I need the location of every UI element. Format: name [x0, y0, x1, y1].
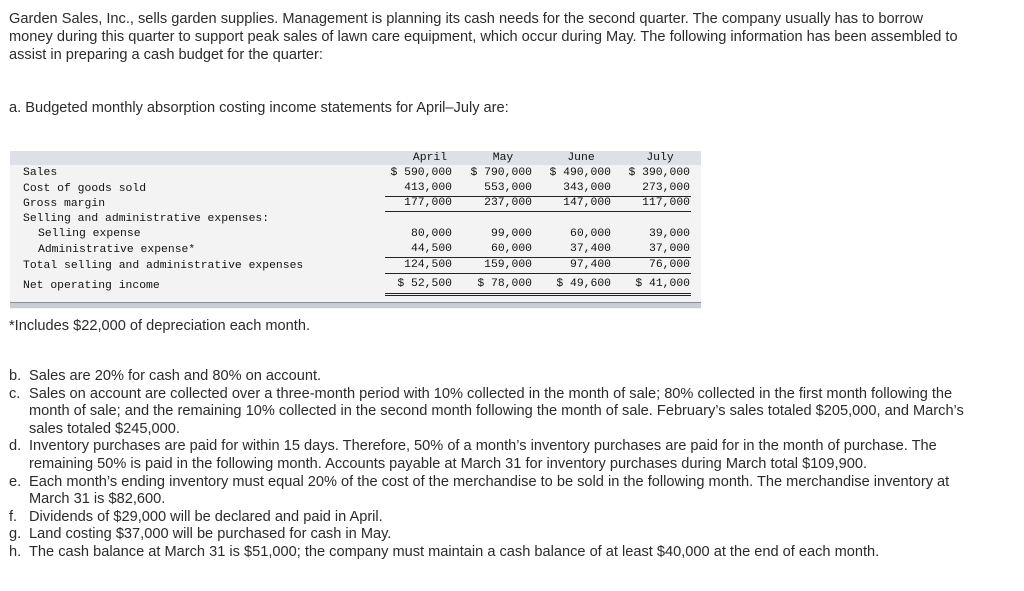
rule-below-gross-margin [385, 211, 691, 212]
col-head-april: April [412, 152, 448, 164]
income-statement-table [10, 151, 701, 309]
list-item-e [9, 474, 989, 509]
cell-total-sa-april: 124,500 [404, 259, 452, 271]
list-item-c [9, 386, 989, 439]
cell-noi-april: $ 52,500 [397, 278, 452, 290]
rule-above-total-sa [385, 257, 691, 258]
problem-intro: Garden Sales, Inc., sells garden supplies. Management is planning its cash needs for the second quarter. The company usually has to borrow money during this quarter to support peak sales of lawn care equipment, which occur during May. The following information has been assembled to assist in preparing a cash budget for the quarter: [9, 11, 958, 63]
cell-cogs-june: 343,000 [563, 182, 611, 194]
part-a-label: a. Budgeted monthly absorption costing income statements for April–July are: [9, 100, 509, 116]
row-label-gross-margin: Gross margin [23, 198, 106, 210]
cell-sales-july: $ 390,000 [628, 167, 690, 179]
cell-cogs-may: 553,000 [484, 182, 532, 194]
cell-cogs-april: 413,000 [404, 182, 452, 194]
col-head-june: June [567, 152, 595, 164]
cell-total-sa-june: 97,400 [569, 259, 611, 271]
cell-cogs-july: 273,000 [642, 182, 690, 194]
list-text: Each month’s ending inventory must equal 20% of the cost of the merchandise to be sold in the following month. The merchandise inventory at March 31 is $82,600. [29, 473, 950, 508]
cell-gm-may: 237,000 [484, 197, 532, 209]
cell-noi-july: $ 41,000 [635, 278, 690, 290]
row-label-admin-expense: Administrative expense* [38, 244, 196, 256]
cell-sales-june: $ 490,000 [549, 167, 611, 179]
row-label-selling-expense: Selling expense [38, 228, 141, 240]
list-marker: e. [9, 473, 22, 490]
cell-admin-april: 44,500 [410, 243, 452, 255]
list-marker: b. [9, 368, 22, 384]
list-text: The cash balance at March 31 is $51,000; the company must maintain a cash balance of at least $40,000 at the end of each month. [29, 543, 880, 560]
list-item-h [9, 544, 989, 562]
cell-selling-april: 80,000 [410, 228, 452, 240]
cell-admin-may: 60,000 [490, 243, 532, 255]
row-label-sales: Sales [23, 167, 58, 179]
cell-selling-june: 60,000 [569, 228, 611, 240]
double-rule-top [385, 293, 691, 294]
list-text: Dividends of $29,000 will be declared and paid in April. [29, 508, 383, 525]
list-marker: c. [9, 385, 21, 402]
cell-selling-july: 39,000 [648, 228, 690, 240]
row-label-total-sa: Total selling and administrative expenses [23, 260, 304, 272]
cell-selling-may: 99,000 [490, 228, 532, 240]
list-item-f [9, 509, 989, 527]
row-label-sa-expenses: Selling and administrative expenses: [23, 213, 270, 225]
cell-admin-july: 37,000 [648, 243, 690, 255]
list-item-b [9, 368, 989, 386]
depreciation-footnote: *Includes $22,000 of depreciation each month. [9, 318, 311, 334]
row-label-cogs: Cost of goods sold [23, 183, 147, 195]
cell-total-sa-july: 76,000 [648, 259, 690, 271]
list-text: Land costing $37,000 will be purchased for cash in May. [29, 526, 392, 543]
list-marker: g. [9, 526, 22, 543]
col-head-may: May [492, 152, 514, 164]
list-text: Sales are 20% for cash and 80% on account. [29, 368, 322, 384]
cell-noi-june: $ 49,600 [556, 278, 611, 290]
list-item-g [9, 526, 989, 544]
row-label-noi: Net operating income [23, 280, 160, 292]
table-bottom-band [10, 302, 701, 308]
assumptions-list [9, 368, 989, 562]
cell-gm-april: 177,000 [404, 197, 452, 209]
cell-total-sa-may: 159,000 [484, 259, 532, 271]
cell-sales-april: $ 590,000 [390, 167, 452, 179]
cell-gm-july: 117,000 [642, 197, 690, 209]
double-rule-bottom [385, 295, 691, 296]
list-marker: h. [9, 543, 22, 560]
cell-admin-june: 37,400 [569, 243, 611, 255]
list-marker: d. [9, 438, 22, 455]
col-head-july: July [646, 152, 674, 164]
cell-noi-may: $ 78,000 [477, 278, 532, 290]
list-item-d [9, 438, 989, 473]
cell-sales-may: $ 790,000 [470, 167, 532, 179]
cell-gm-june: 147,000 [563, 197, 611, 209]
list-text: Inventory purchases are paid for within 15 days. Therefore, 50% of a month’s inventory purchases are paid for in the month of purchase. The remaining 50% is paid in the following month. Accounts payable at March 31 for inventory purchases during March total $109,900. [29, 438, 937, 472]
list-text: Sales on account are collected over a three-month period with 10% collected in the month of sale; 80% collected in the first month following the month of sale; and the remaining 10% collected in the second month following the month of sale. February’s sales totaled $205,000, and March’s sales totaled $245,000. [29, 385, 964, 437]
list-marker: f. [9, 508, 18, 525]
rule-above-noi [385, 273, 691, 274]
